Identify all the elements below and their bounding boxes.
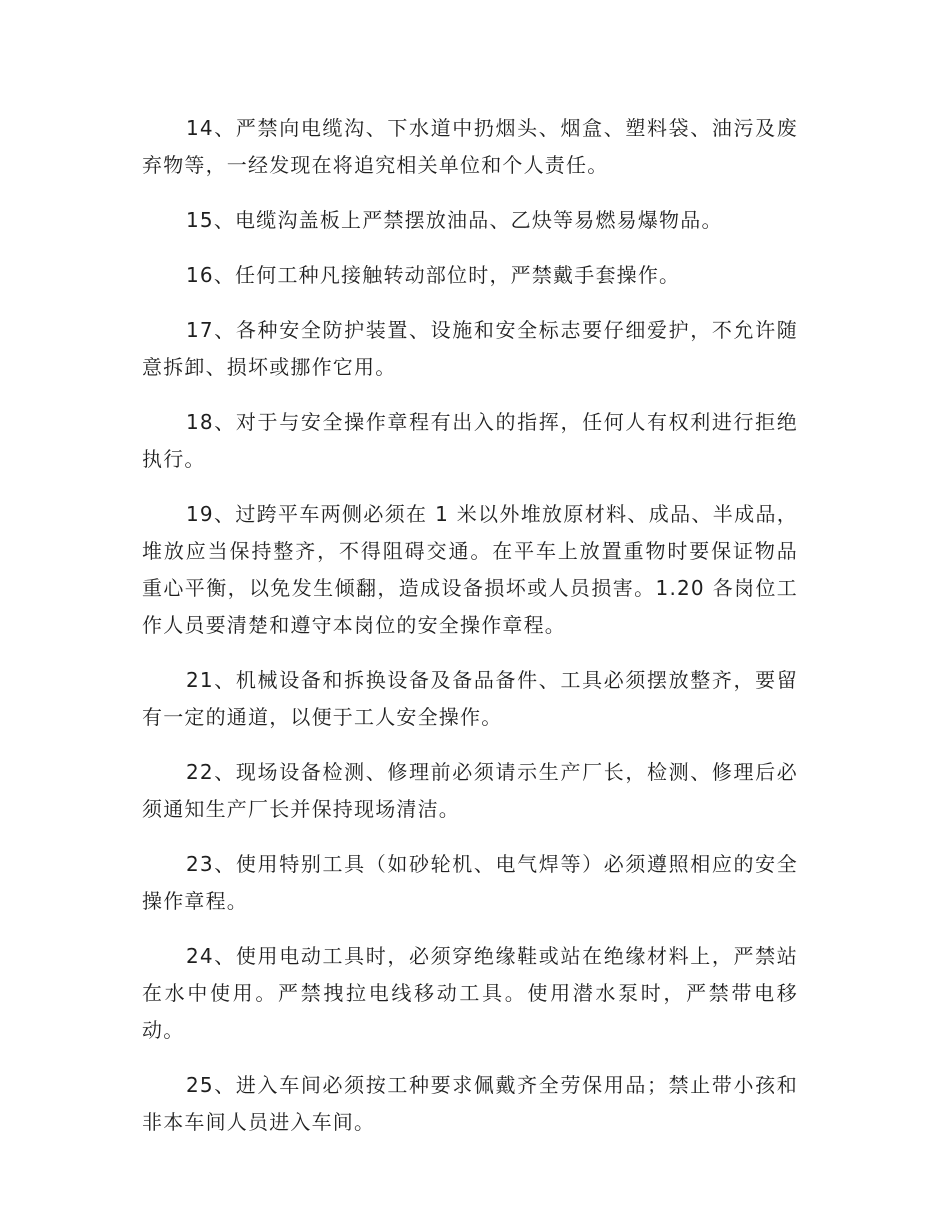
document-body [142,110,798,1159]
rule-paragraph-19: 19、过跨平车两侧必须在 1 米以外堆放原材料、成品、半成品，堆放应当保持整齐，不得阻碍交通。在平车上放置重物时要保证物品重心平衡，以免发生倾翻，造成设备损坏或人员损害。1.20 各岗位工作人员要清楚和遵守本岗位的安全操作章程。 [142,502,798,637]
rule-paragraph-22: 22、现场设备检测、修理前必须请示生产厂长，检测、修理后必须通知生产厂长并保持现场清洁。 [142,760,798,821]
rule-paragraph-17: 17、各种安全防护装置、设施和安全标志要仔细爱护，不允许随意拆卸、损坏或挪作它用。 [142,318,798,379]
rule-paragraph-15: 15、电缆沟盖板上严禁摆放油品、乙炔等易燃易爆物品。 [186,208,723,232]
rule-paragraph-23: 23、使用特别工具（如砂轮机、电气焊等）必须遵照相应的安全操作章程。 [142,852,798,913]
rule-paragraph-18: 18、对于与安全操作章程有出入的指挥，任何人有权利进行拒绝执行。 [142,410,798,471]
rule-paragraph-25: 25、进入车间必须按工种要求佩戴齐全劳保用品；禁止带小孩和非本车间人员进入车间。 [142,1073,798,1134]
rule-paragraph-16: 16、任何工种凡接触转动部位时，严禁戴手套操作。 [186,263,681,287]
rule-paragraph-24: 24、使用电动工具时，必须穿绝缘鞋或站在绝缘材料上，严禁站在水中使用。严禁拽拉电线移动工具。使用潜水泵时，严禁带电移动。 [142,944,798,1042]
rule-paragraph-21: 21、机械设备和拆换设备及备品备件、工具必须摆放整齐，要留有一定的通道，以便于工人安全操作。 [142,668,798,729]
rule-paragraph-14: 14、严禁向电缆沟、下水道中扔烟头、烟盒、塑料袋、油污及废弃物等，一经发现在将追究相关单位和个人责任。 [142,116,798,177]
